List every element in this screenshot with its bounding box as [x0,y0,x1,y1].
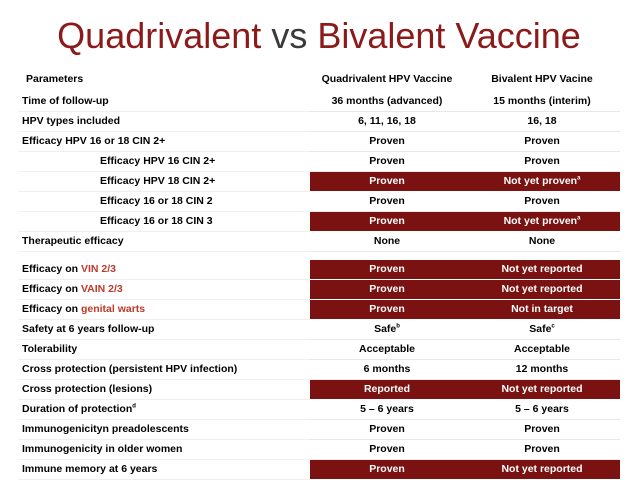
row-parameter: Safety at 6 years follow-up [18,320,310,340]
row-parameter: HPV types included [18,112,310,132]
row-bivalent-value: Proven [464,440,620,460]
param-prefix: Efficacy on [22,263,81,275]
row-parameter: Tolerability [18,340,310,360]
row-bivalent-value: Not yet reported [464,280,620,300]
row-bivalent-value: Proven [464,152,620,172]
value-text: Safe [374,323,397,335]
table-row [18,112,620,132]
row-parameter: Time of follow-up [18,92,310,112]
row-bivalent-value: None [464,232,620,252]
table-row [18,132,620,152]
table-row [18,360,620,380]
table-row [18,92,620,112]
row-parameter: Cross protection (lesions) [18,380,310,400]
footnote-marker: b [396,323,400,330]
row-parameter [18,260,310,280]
row-parameter [18,280,310,300]
table-row-highlighted [18,260,620,280]
footnote-marker: c [551,323,555,330]
row-quadrivalent-value: Proven [310,300,464,320]
row-parameter [18,300,310,320]
value-text: Safe [529,323,552,335]
row-parameter: Efficacy HPV 16 CIN 2+ [18,152,310,172]
table-row [18,232,620,252]
slide-title [0,14,638,58]
value-text: Not yet proven [503,215,578,227]
title-vs: vs [271,15,308,56]
row-parameter: Cross protection (persistent HPV infection) [18,360,310,380]
row-quadrivalent-value: Proven [310,280,464,300]
row-quadrivalent-value: Proven [310,132,464,152]
row-quadrivalent-value [310,320,464,340]
title-quadrivalent: Quadrivalent [57,15,262,56]
table-row [18,320,620,340]
table-row-highlighted [18,280,620,300]
footnote-marker: a [577,175,581,182]
table-row [18,400,620,420]
row-quadrivalent-value: Proven [310,440,464,460]
row-quadrivalent-value: Reported [310,380,464,400]
param-highlight: VIN 2/3 [80,263,116,275]
table-row [18,340,620,360]
row-bivalent-value [464,172,620,192]
row-parameter: Efficacy HPV 18 CIN 2+ [18,172,310,192]
param-prefix: Efficacy on [22,303,81,315]
param-highlight: genital warts [80,303,146,315]
row-bivalent-value [464,320,620,340]
row-bivalent-value: Proven [464,132,620,152]
row-quadrivalent-value: Proven [310,460,464,480]
table-row-highlighted [18,212,620,232]
row-parameter: Immune memory at 6 years [18,460,310,480]
param-prefix: Efficacy on [22,283,81,295]
row-bivalent-value: Proven [464,420,620,440]
row-bivalent-value: 5 – 6 years [464,400,620,420]
row-quadrivalent-value: Proven [310,172,464,192]
comparison-table [18,66,620,480]
row-bivalent-value: Not yet reported [464,260,620,280]
row-quadrivalent-value: Proven [310,420,464,440]
row-bivalent-value: Not yet reported [464,460,620,480]
row-bivalent-value [464,212,620,232]
row-parameter: Efficacy HPV 16 or 18 CIN 2+ [18,132,310,152]
table-row-highlighted [18,300,620,320]
footnote-marker: d [132,403,136,410]
row-bivalent-value: 12 months [464,360,620,380]
row-parameter: Immunogenicityn preadolescents [18,420,310,440]
header-parameters: Parameters [26,73,84,85]
row-quadrivalent-value: Proven [310,192,464,212]
row-quadrivalent-value: Proven [310,212,464,232]
row-parameter: Efficacy 16 or 18 CIN 2 [18,192,310,212]
row-parameter: Therapeutic efficacy [18,232,310,252]
row-quadrivalent-value: 6 months [310,360,464,380]
row-parameter: Immunogenicity in older women [18,440,310,460]
row-parameter [18,400,310,420]
table-row [18,152,620,172]
table-row-highlighted [18,172,620,192]
row-parameter: Efficacy 16 or 18 CIN 3 [18,212,310,232]
table-row [18,440,620,460]
table-row-highlighted [18,380,620,400]
row-bivalent-value: Not yet reported [464,380,620,400]
row-bivalent-value: 16, 18 [464,112,620,132]
title-bivalent: Bivalent Vaccine [317,15,581,56]
footnote-marker: a [577,215,581,222]
header-quadrivalent: Quadrivalent HPV Vaccine [321,73,453,85]
param-highlight: VAIN 2/3 [80,283,123,295]
row-quadrivalent-value: 6, 11, 16, 18 [310,112,464,132]
header-row [18,66,620,92]
row-bivalent-value: 15 months (interim) [464,92,620,112]
table-row [18,420,620,440]
param-text: Duration of protection [22,403,133,415]
header-bivalent: Bivalent HPV Vacine [491,73,593,85]
row-spacer [18,252,620,261]
row-quadrivalent-value: Acceptable [310,340,464,360]
row-bivalent-value: Not in target [464,300,620,320]
row-quadrivalent-value: Proven [310,260,464,280]
row-quadrivalent-value: None [310,232,464,252]
row-bivalent-value: Acceptable [464,340,620,360]
row-bivalent-value: Proven [464,192,620,212]
row-quadrivalent-value: Proven [310,152,464,172]
value-text: Not yet proven [503,175,578,187]
row-quadrivalent-value: 5 – 6 years [310,400,464,420]
table-row-highlighted [18,460,620,480]
row-quadrivalent-value: 36 months (advanced) [310,92,464,112]
table-row [18,192,620,212]
